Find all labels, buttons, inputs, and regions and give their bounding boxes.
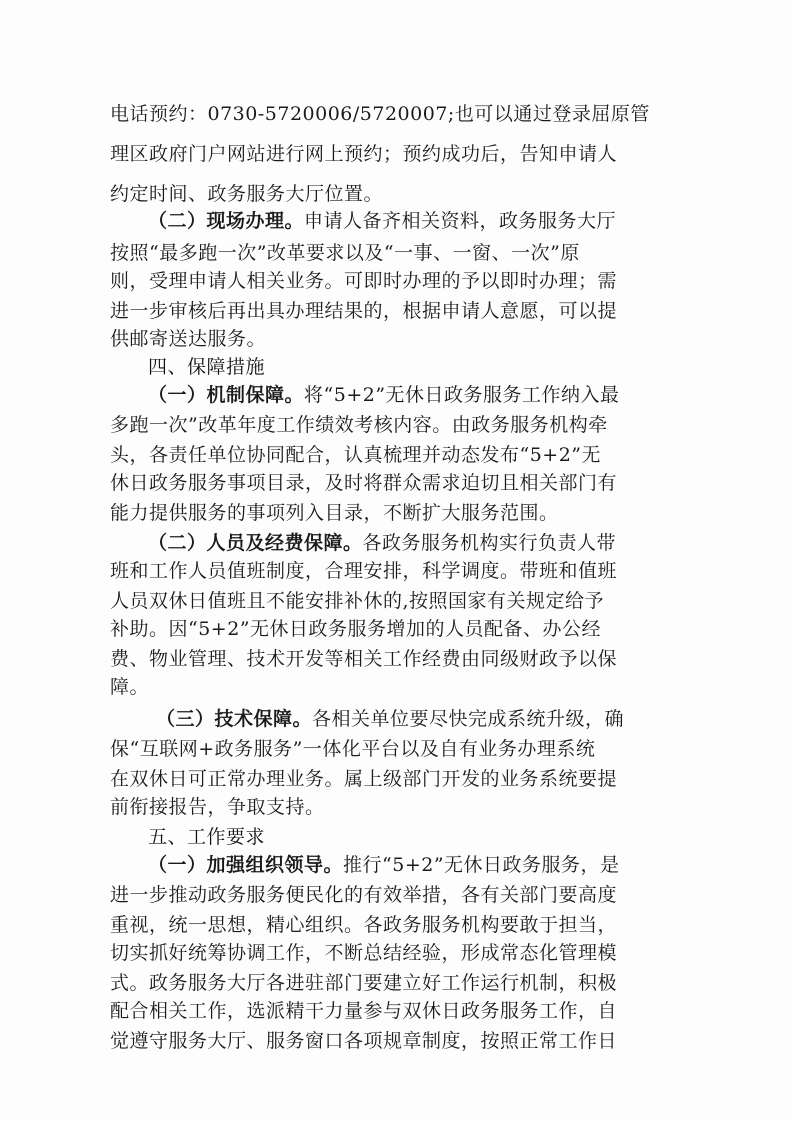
text-line: 理区政府门户网站进行网上预约；预约成功后，告知申请人 (110, 143, 618, 165)
text-span: 将“5+2”无休日政务服务工作纳入最 (304, 384, 620, 406)
text-line: 觉遵守服务大厅、服务窗口各项规章制度，按照正常工作日 (110, 1030, 618, 1052)
text-line: 供邮寄送达服务。 (110, 328, 267, 350)
text-span: 推行“5+2”无休日政务服务，是 (343, 854, 620, 876)
section-heading: （三）技术保障。 (156, 708, 313, 730)
section-heading: （二）人员及经费保障。 (148, 532, 363, 554)
section-heading: （一）加强组织领导。 (148, 854, 344, 876)
text-line: 费、物业管理、技术开发等相关工作经费由同级财政予以保 (110, 648, 618, 670)
text-span: 各相关单位要尽快完成系统升级，确 (312, 708, 625, 730)
text-line (148, 856, 620, 875)
text-line: 休日政务服务事项目录，及时将群众需求迫切且相关部门有 (110, 472, 618, 494)
text-line (148, 212, 616, 231)
text-span: 申请人备齐相关资料，政务服务大厅 (304, 210, 617, 232)
text-line: 在双休日可正常办理业务。属上级部门开发的业务系统要提 (110, 768, 618, 790)
text-line: 补助。因“5+2”无休日政务服务增加的人员配备、办公经 (110, 618, 602, 640)
text-line: 人员双休日值班且不能安排补休的,按照国家有关规定给予 (110, 590, 605, 612)
text-line: 多跑一次”改革年度工作绩效考核内容。由政务服务机构牵 (110, 414, 608, 436)
chapter-heading: 五、工作要求 (148, 826, 266, 848)
text-line: 电话预约：0730-5720006/5720007;也可以通过登录屈原管 (110, 103, 650, 125)
text-line: 前衔接报告，争取支持。 (110, 796, 325, 818)
text-line: 进一步审核后再出具办理结果的，根据申请人意愿，可以提 (110, 300, 618, 322)
text-line (148, 534, 616, 553)
text-line: 障。 (110, 676, 150, 698)
text-line: 则，受理申请人相关业务。可即时办理的予以即时办理；需 (110, 270, 618, 292)
text-line: 配合相关工作，选派精干力量参与双休日政务服务工作，自 (110, 1000, 618, 1022)
text-line: 头，各责任单位协同配合，认真梳理并动态发布“5+2”无 (110, 444, 602, 466)
text-line: 按照“最多跑一次”改革要求以及“一事、一窗、一次”原 (110, 242, 580, 264)
text-line: 能力提供服务的事项列入目录，不断扩大服务范围。 (110, 502, 559, 524)
text-line (148, 386, 620, 405)
section-heading: （二）现场办理。 (148, 210, 305, 232)
section-heading: （一）机制保障。 (148, 384, 305, 406)
text-line: 班和工作人员值班制度，合理安排，科学调度。带班和值班 (110, 560, 618, 582)
chapter-heading: 四、保障措施 (148, 356, 266, 378)
text-line: 式。政务服务大厅各进驻部门要建立好工作运行机制，积极 (110, 972, 618, 994)
text-line (156, 710, 624, 729)
text-line: 约定时间、政务服务大厅位置。 (110, 183, 384, 205)
text-line: 切实抓好统筹协调工作，不断总结经验，形成常态化管理模 (110, 942, 618, 964)
text-line: 进一步推动政务服务便民化的有效举措，各有关部门要高度 (110, 884, 618, 906)
text-line: 保“互联网+政务服务”一体化平台以及自有业务办理系统 (110, 738, 596, 760)
text-span: 各政务服务机构实行负责人带 (362, 532, 617, 554)
text-line: 重视，统一思想，精心组织。各政务服务机构要敢于担当， (110, 914, 618, 936)
